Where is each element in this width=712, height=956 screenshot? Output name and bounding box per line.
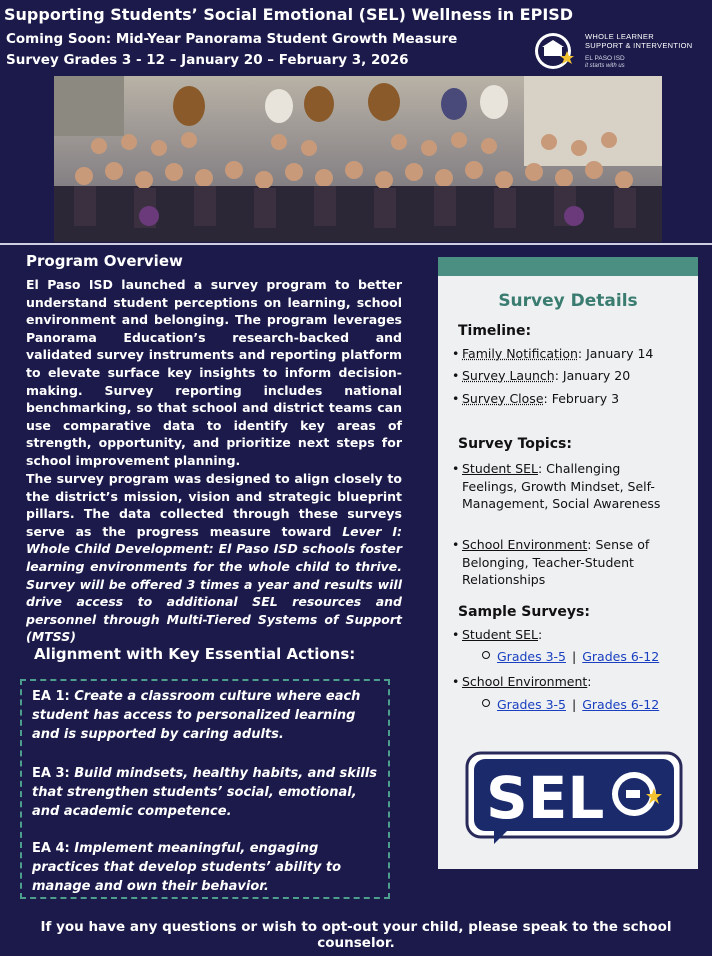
- circle-bullet-icon: [482, 699, 490, 707]
- page-subtitle-1: Coming Soon: Mid-Year Panorama Student Growth Measure: [6, 31, 458, 47]
- ea-label: EA 1:: [32, 689, 70, 704]
- page-title: Supporting Students’ Social Emotional (SEL) Wellness in EPISD: [4, 5, 574, 24]
- bullet-icon: •: [452, 461, 460, 476]
- timeline-value: February 3: [547, 391, 620, 406]
- timeline-label: Survey Launch: [462, 368, 555, 383]
- survey-details-title: Survey Details: [498, 291, 638, 311]
- essential-actions-box: [20, 679, 390, 899]
- link-separator: |: [572, 697, 577, 712]
- circle-bullet-icon: [482, 651, 490, 659]
- sample-links-row: [482, 649, 659, 664]
- timeline-label: Family Notification: [462, 346, 578, 361]
- students-group-photo: [54, 76, 662, 242]
- footer-note: If you have any questions or wish to opt-out your child, please speak to the school counselor.: [40, 919, 672, 951]
- logo-text-3: EL PASO ISD: [585, 55, 625, 62]
- essential-action-1: [32, 687, 384, 744]
- essential-action-4: [32, 839, 384, 896]
- topic-item: [452, 460, 662, 513]
- survey-details-panel: [438, 257, 698, 869]
- sel-logo: [464, 750, 684, 848]
- alignment-heading: Alignment with Key Essential Actions:: [34, 645, 356, 663]
- essential-action-3: [32, 764, 384, 821]
- timeline-item: [452, 390, 620, 408]
- sample-links-row: [482, 697, 659, 712]
- bullet-icon: •: [452, 537, 460, 552]
- sample-label: School Environment: [462, 674, 588, 689]
- link-student-sel-grades-6-12[interactable]: Grades 6-12: [582, 649, 660, 664]
- timeline-label: Survey Close: [462, 391, 544, 406]
- link-separator: |: [572, 649, 577, 664]
- timeline-item: [452, 345, 654, 363]
- overview-p2-start: The survey program was designed to align closely to the district’s mission, vision and strategic blueprint pillars. The data collected through these surveys serve as the progress measure toward: [26, 471, 402, 539]
- sample-item: • School Environment:: [452, 674, 592, 689]
- bullet-icon: •: [452, 368, 460, 383]
- topic-text: : Sense of Belonging, Teacher-Student Relationships: [462, 537, 650, 587]
- panel-accent-bar: [438, 257, 698, 276]
- timeline-sep: :: [577, 346, 583, 361]
- overview-p2-rest: El Paso ISD schools foster learning environments for the whole child to thrive. Survey will be offered 3 times a year and results will drive access to additional SEL resources and personnel through Multi-Tiered Systems of Support (MTSS): [26, 541, 402, 645]
- logo-text-2: SUPPORT & INTERVENTION: [585, 41, 693, 50]
- program-overview-paragraph-2: [26, 470, 402, 646]
- sample-label: Student SEL: [462, 627, 538, 642]
- sample-item: • Student SEL:: [452, 627, 543, 642]
- logo-tagline: it starts with us: [585, 63, 625, 69]
- bullet-icon: •: [452, 674, 460, 689]
- ea-text: Implement meaningful, engaging practices that develop students’ ability to manage and own their behavior.: [32, 841, 342, 894]
- bullet-icon: •: [452, 391, 460, 406]
- timeline-item: [452, 367, 631, 385]
- link-student-sel-grades-3-5[interactable]: Grades 3-5: [497, 649, 567, 664]
- episd-seal-icon: [533, 29, 577, 73]
- ea-text: Create a classroom culture where each student has access to personalized learning and is supported by caring adults.: [32, 689, 361, 742]
- whole-learner-logo: [531, 27, 711, 73]
- ea-label: EA 4:: [32, 841, 70, 856]
- timeline-value: January 20: [558, 368, 631, 383]
- topic-label: School Environment: [462, 537, 588, 552]
- topic-text: : Challenging Feelings, Growth Mindset, Self-Management, Social Awareness: [462, 461, 661, 511]
- timeline-heading: Timeline:: [458, 323, 532, 339]
- ea-text: Build mindsets, healthy habits, and skills that strengthen students’ social, emotional, and academic competence.: [32, 766, 378, 819]
- bullet-icon: •: [452, 627, 460, 642]
- link-school-env-grades-6-12[interactable]: Grades 6-12: [582, 697, 660, 712]
- page-subtitle-2: Survey Grades 3 - 12 – January 20 – February 3, 2026: [6, 52, 409, 68]
- topics-heading: Survey Topics:: [458, 436, 572, 452]
- section-divider: [0, 243, 712, 245]
- timeline-sep: :: [554, 368, 559, 383]
- header: [0, 0, 712, 76]
- program-overview-paragraph-1: El Paso ISD launched a survey program to better understand student perceptions on learning, school environment and belonging. The program leverages Panorama Education’s research-backed and validated survey instruments and reporting platform to elevate surface key insights to inform decision-making. Survey reporting includes national benchmarking, so that school and district teams can use comparative data to identify key areas of strength, opportunity, and prioritize next steps for school improvement planning.: [26, 277, 402, 468]
- timeline-sep: :: [543, 391, 548, 406]
- topic-label: Student SEL: [462, 461, 538, 476]
- link-school-env-grades-3-5[interactable]: Grades 3-5: [497, 697, 567, 712]
- bullet-icon: •: [452, 346, 460, 361]
- program-overview-heading: Program Overview: [26, 252, 183, 270]
- topic-item: [452, 536, 672, 589]
- lever-text: Lever I: Whole Child Development:: [26, 523, 402, 557]
- timeline-value: January 14: [582, 346, 654, 361]
- logo-text-1: WHOLE LEARNER: [585, 32, 654, 41]
- samples-heading: Sample Surveys:: [458, 604, 590, 620]
- ea-label: EA 3:: [32, 766, 70, 781]
- sel-logo-text: SEL: [486, 764, 605, 832]
